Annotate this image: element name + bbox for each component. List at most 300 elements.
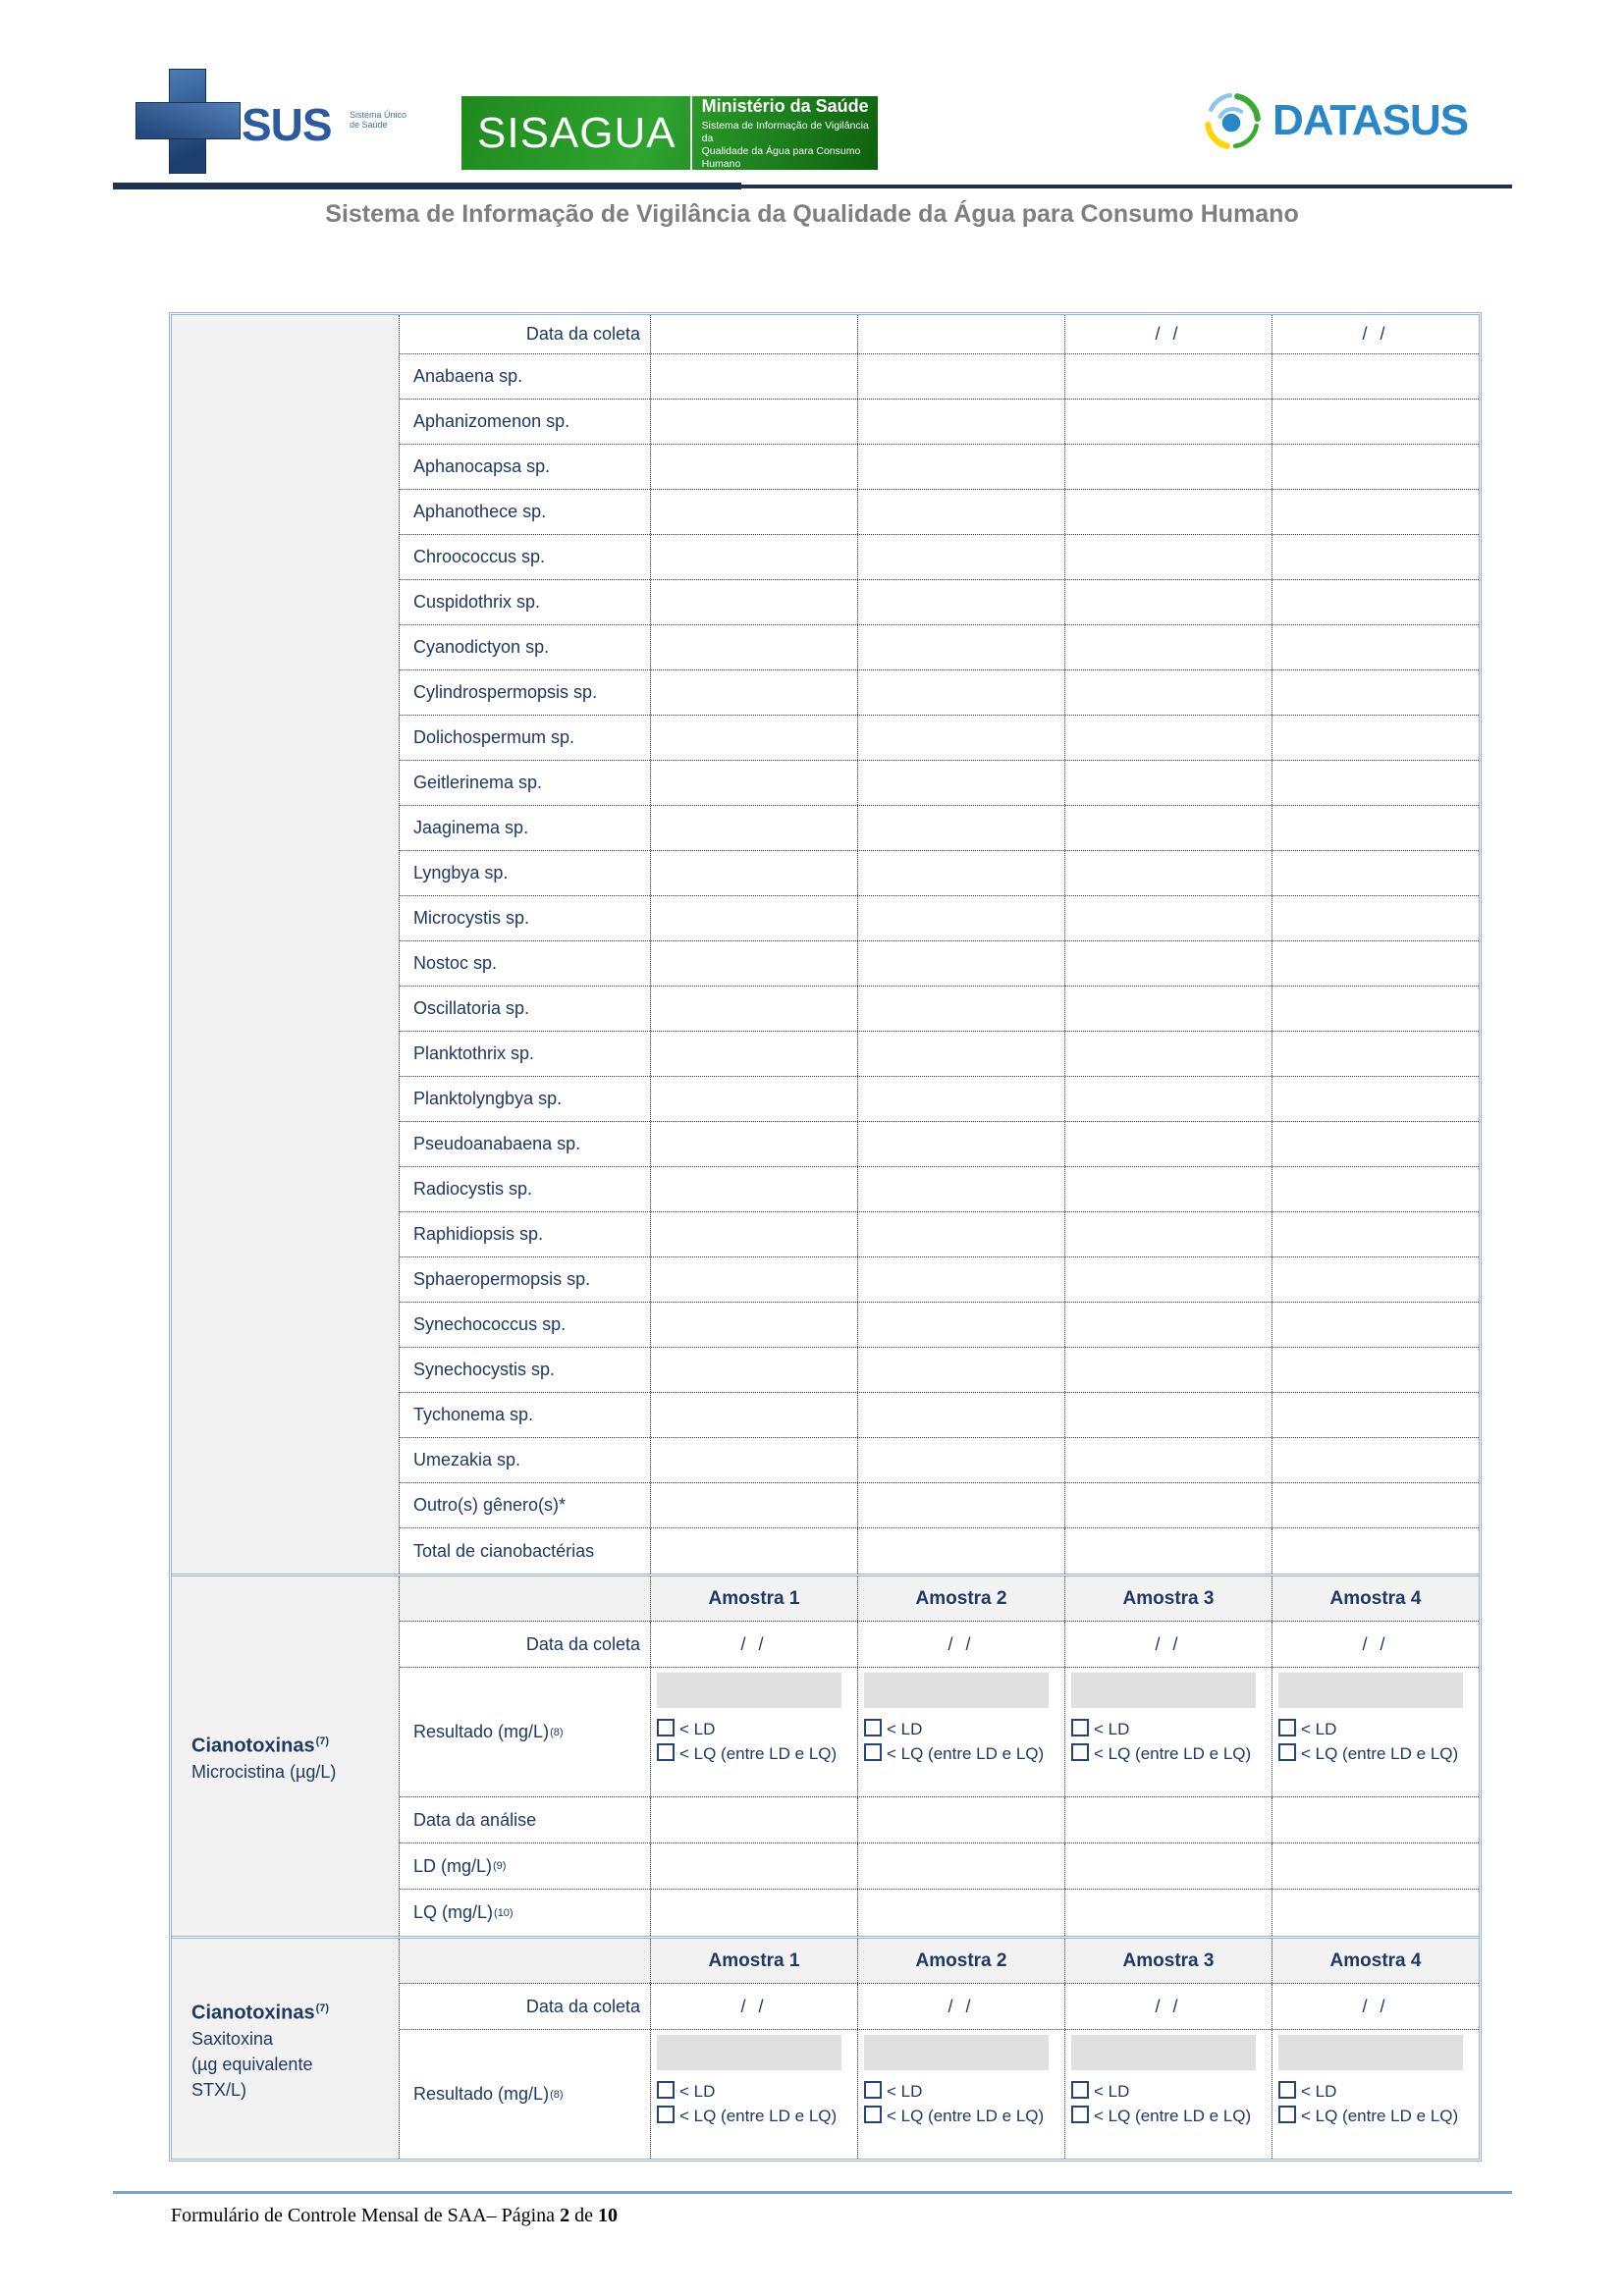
species-count-cell[interactable] [1064,1122,1272,1166]
species-count-cell[interactable] [857,670,1064,715]
species-count-cell[interactable] [1064,716,1272,760]
species-row [400,1167,1479,1212]
cyanobacteria-group-cell [172,315,400,1574]
species-count-cell[interactable] [650,1303,857,1347]
species-count-cell[interactable] [857,1257,1064,1302]
result-row [400,2030,1479,2159]
collection-date-value-cell[interactable]: / / [650,1984,857,2029]
species-count-cell[interactable] [1064,1303,1272,1347]
species-row [400,806,1479,851]
lt-lq-label: < LQ (entre LD e LQ) [1301,1744,1459,1763]
datasus-swirl-icon [1200,88,1265,153]
species-label: Radiocystis sp. [413,1179,533,1199]
cyanobacteria-rows [400,315,1479,1574]
species-label: Synechocystis sp. [413,1360,556,1379]
species-label: Jaaginema sp. [413,818,529,837]
sample-header-label: Amostra 3 [1064,1939,1272,1983]
species-count-cell[interactable] [1064,354,1272,399]
footer-page-info: Formulário de Controle Mensal de SAA– Página 2 de 10 [171,2205,618,2226]
species-count-cell[interactable] [857,1348,1064,1392]
species-count-cell[interactable] [1272,625,1479,669]
lt-ld-checkbox[interactable] [1278,1719,1296,1736]
species-count-cell[interactable] [857,1303,1064,1347]
value-cell[interactable] [1064,1797,1272,1842]
species-count-cell[interactable] [857,490,1064,534]
lt-ld-label: < LD [679,2082,716,2101]
species-count-cell[interactable] [1064,806,1272,850]
sisagua-banner-right [690,92,878,175]
microcistina-group-cell [172,1576,400,1936]
ld-row [400,1843,1479,1890]
species-label: Cylindrospermopsis sp. [413,682,598,702]
lt-lq-checkbox[interactable] [1071,2106,1089,2123]
species-count-cell[interactable] [1064,625,1272,669]
species-count-cell[interactable] [1272,670,1479,715]
species-row [400,1303,1479,1348]
species-count-cell[interactable] [1064,445,1272,489]
species-count-cell[interactable] [650,761,857,805]
species-count-cell[interactable] [1064,941,1272,986]
result-value-input[interactable] [1071,1673,1256,1708]
species-count-cell[interactable] [650,1032,857,1076]
lt-lq-label: < LQ (entre LD e LQ) [679,2107,838,2125]
species-label: Tychonema sp. [413,1405,534,1424]
species-count-cell[interactable] [1272,1393,1479,1437]
species-count-cell[interactable] [650,1167,857,1211]
species-count-cell[interactable] [650,1483,857,1527]
species-label: Aphanizomenon sp. [413,411,570,431]
species-count-cell[interactable] [650,625,857,669]
result-value-input[interactable] [864,1673,1049,1708]
species-count-cell[interactable] [857,1032,1064,1076]
species-count-cell[interactable] [650,1212,857,1256]
result-cell [1064,2030,1272,2159]
section-saxitoxina [172,1936,1479,2159]
lt-lq-option [1278,1743,1465,1765]
value-cell[interactable] [1272,1843,1479,1889]
collection-date-value-cell[interactable]: / / [1272,1984,1479,2029]
result-cell [857,2030,1064,2159]
sample-header-label: Amostra 1 [650,1576,857,1621]
species-count-cell[interactable] [1272,354,1479,399]
species-row [400,1032,1479,1077]
lt-ld-option [864,1719,1051,1740]
species-label: Geitlerinema sp. [413,773,543,792]
form-table [169,312,1482,2162]
species-count-cell[interactable] [1064,896,1272,940]
sample-header-label: Amostra 4 [1272,1939,1479,1983]
species-count-cell[interactable] [1064,1438,1272,1482]
result-value-input[interactable] [1071,2035,1256,2070]
collection-date-value-cell[interactable]: / / [1272,1622,1479,1667]
species-label: Outro(s) gênero(s)* [413,1495,567,1515]
species-count-cell[interactable] [1272,490,1479,534]
value-cell[interactable] [1272,1797,1479,1842]
result-cell [857,1668,1064,1796]
analysis-date-row [400,1797,1479,1843]
lt-ld-checkbox[interactable] [1071,1719,1089,1736]
species-label: Synechococcus sp. [413,1314,567,1334]
species-count-cell[interactable] [857,716,1064,760]
species-count-cell[interactable] [857,987,1064,1031]
species-label: Total de cianobactérias [413,1540,595,1561]
species-count-cell[interactable] [1272,445,1479,489]
species-count-cell[interactable] [857,445,1064,489]
species-label: Lyngbya sp. [413,863,509,882]
species-count-cell[interactable] [857,896,1064,940]
species-count-cell[interactable] [1064,1483,1272,1527]
lt-lq-option [657,1743,843,1765]
species-count-cell[interactable] [650,1438,857,1482]
species-count-cell[interactable] [650,445,857,489]
lt-lq-label: < LQ (entre LD e LQ) [679,1744,838,1763]
species-row [400,1077,1479,1122]
lt-lq-option [1071,2106,1258,2127]
species-count-cell[interactable] [650,1077,857,1121]
lt-lq-label: < LQ (entre LD e LQ) [1094,2107,1252,2125]
species-count-cell[interactable] [857,1122,1064,1166]
result-value-input[interactable] [864,2035,1049,2070]
species-count-cell[interactable] [650,851,857,895]
species-count-cell[interactable] [650,716,857,760]
lt-ld-checkbox[interactable] [657,2081,675,2099]
saxitoxina-group-subtitle-1: Saxitoxina [191,2029,274,2050]
species-count-cell[interactable] [1064,1212,1272,1256]
species-count-cell[interactable] [1272,1122,1479,1166]
species-count-cell[interactable] [1064,1348,1272,1392]
species-count-cell[interactable] [1272,896,1479,940]
collection-date-value-cell[interactable]: / / [857,1984,1064,2029]
species-row [400,987,1479,1032]
species-count-cell[interactable] [650,670,857,715]
species-label: Microcystis sp. [413,908,530,928]
species-label: Oscillatoria sp. [413,998,530,1018]
lt-lq-option [864,2106,1051,2127]
species-row [400,1528,1479,1574]
species-label: Planktolyngbya sp. [413,1089,563,1108]
microcistina-group-title: Cianotoxinas$^{(7)}$ [191,1735,330,1757]
lt-ld-checkbox[interactable] [1278,2081,1296,2099]
species-count-cell[interactable] [1272,580,1479,624]
species-count-cell[interactable] [1272,1483,1479,1527]
species-label: Umezakia sp. [413,1450,521,1469]
lt-lq-checkbox[interactable] [657,1743,675,1761]
datasus-logo-text: DATASUS [1272,96,1469,144]
lt-ld-checkbox[interactable] [1071,2081,1089,2099]
lt-ld-label: < LD [679,1720,716,1738]
header [0,0,1624,182]
species-count-cell[interactable] [650,354,857,399]
species-count-cell[interactable] [857,1077,1064,1121]
species-count-cell[interactable] [1272,987,1479,1031]
species-row [400,1348,1479,1393]
species-count-cell[interactable] [650,1257,857,1302]
species-count-cell[interactable] [857,1167,1064,1211]
value-cell[interactable] [650,1797,857,1842]
species-count-cell[interactable] [857,400,1064,444]
lt-ld-label: < LD [1094,1720,1130,1738]
species-count-cell[interactable] [857,761,1064,805]
species-count-cell[interactable] [1272,400,1479,444]
species-count-cell[interactable] [1064,1257,1272,1302]
species-count-cell[interactable] [1272,761,1479,805]
species-count-cell[interactable] [650,806,857,850]
species-count-cell[interactable] [1272,1348,1479,1392]
result-cell [1272,1668,1479,1796]
lt-lq-label: < LQ (entre LD e LQ) [1094,1744,1252,1763]
result-value-input[interactable] [1278,1673,1463,1708]
result-row [400,1668,1479,1797]
species-label: Sphaeropermopsis sp. [413,1269,591,1289]
species-row [400,941,1479,987]
species-count-cell[interactable] [1064,987,1272,1031]
lt-ld-checkbox[interactable] [864,1719,882,1736]
lt-ld-label: < LD [887,1720,923,1738]
species-count-cell[interactable] [1272,1032,1479,1076]
collection-date-value-cell[interactable] [857,315,1064,353]
species-count-cell[interactable] [857,625,1064,669]
species-count-cell[interactable] [650,896,857,940]
species-count-cell[interactable] [1272,1077,1479,1121]
result-value-input[interactable] [657,1673,841,1708]
lt-ld-label: < LD [1301,2082,1337,2101]
lt-lq-checkbox[interactable] [1278,1743,1296,1761]
species-row [400,1212,1479,1257]
collection-date-value-cell[interactable]: / / [1272,315,1479,353]
collection-date-row [400,315,1479,354]
species-count-cell[interactable] [650,400,857,444]
footer-page-total: 10 [597,2205,618,2226]
footer-divider-line [113,2191,1512,2194]
sus-logo-text: SUS [242,99,332,150]
result-cell [1272,2030,1479,2159]
species-count-cell[interactable] [857,580,1064,624]
collection-date-value-cell[interactable]: / / [650,1622,857,1667]
species-label: Dolichospermum sp. [413,727,575,747]
collection-date-value-cell[interactable] [650,315,857,353]
species-count-cell[interactable] [1064,490,1272,534]
collection-date-label: Data da coleta [525,324,640,344]
sample-header-row [400,1939,1479,1984]
saxitoxina-rows [400,1939,1479,2159]
species-count-cell[interactable] [650,580,857,624]
species-count-cell[interactable] [1064,851,1272,895]
sus-logo-subtext: Sistema Único de Saúde [350,110,407,130]
collection-date-label: Data da coleta [525,1996,640,2016]
lq-label: LQ (mg/L) (10) [413,1902,514,1922]
species-count-cell[interactable] [857,535,1064,579]
value-cell[interactable] [1272,1890,1479,1936]
species-label: Nostoc sp. [413,953,498,973]
sample-header-label: Amostra 4 [1272,1576,1479,1621]
lt-ld-option [1071,2081,1258,2103]
species-count-cell[interactable] [650,490,857,534]
result-value-input[interactable] [657,2035,841,2070]
species-row [400,896,1479,941]
collection-date-row [400,1984,1479,2030]
datasus-logo [1200,77,1514,165]
species-count-cell[interactable] [1272,1257,1479,1302]
result-cell [650,2030,857,2159]
species-count-cell[interactable] [650,1528,857,1574]
collection-date-value-cell[interactable]: / / [1064,1984,1272,2029]
species-label: Planktothrix sp. [413,1043,535,1063]
footer-page-number: 2 [560,2205,570,2226]
lt-ld-label: < LD [1301,1720,1337,1738]
result-value-input[interactable] [1278,2035,1463,2070]
species-count-cell[interactable] [1272,806,1479,850]
sample-header-empty-cell [400,1576,650,1621]
ld-label: LD (mg/L) (9) [413,1855,507,1876]
collection-date-value-cell[interactable]: / / [1064,315,1272,353]
sample-header-row [400,1576,1479,1622]
species-count-cell[interactable] [1064,580,1272,624]
collection-date-value-cell[interactable]: / / [1064,1622,1272,1667]
species-count-cell[interactable] [857,1393,1064,1437]
lt-lq-label: < LQ (entre LD e LQ) [1301,2107,1459,2125]
species-row [400,445,1479,490]
species-row [400,1122,1479,1167]
lq-row [400,1890,1479,1936]
species-count-cell[interactable] [1272,1167,1479,1211]
species-label: Chroococcus sp. [413,547,546,566]
species-row [400,490,1479,535]
species-row [400,851,1479,896]
sus-logo [135,69,430,172]
page-title: Sistema de Informação de Vigilância da Qualidade da Água para Consumo Humano [325,200,1299,228]
saxitoxina-group-title: Cianotoxinas$^{(7)}$ [191,2002,330,2024]
lt-lq-checkbox[interactable] [657,2106,675,2123]
species-count-cell[interactable] [1064,400,1272,444]
analysis-date-label: Data da análise [413,1809,537,1830]
lt-lq-option [1278,2106,1465,2127]
species-count-cell[interactable] [1272,941,1479,986]
collection-date-label: Data da coleta [525,1633,640,1654]
value-cell[interactable] [857,1843,1064,1889]
section-microcistina [172,1574,1479,1936]
result-label: Resultado (mg/L) (8) [413,2084,564,2104]
sample-header-label: Amostra 1 [650,1939,857,1983]
species-count-cell[interactable] [1272,1303,1479,1347]
species-count-cell[interactable] [1064,761,1272,805]
species-count-cell[interactable] [1064,670,1272,715]
species-count-cell[interactable] [857,1438,1064,1482]
species-row [400,400,1479,445]
species-count-cell[interactable] [1272,851,1479,895]
lt-ld-label: < LD [1094,2082,1130,2101]
species-count-cell[interactable] [1064,1528,1272,1574]
value-cell[interactable] [857,1797,1064,1842]
species-label: Raphidiopsis sp. [413,1224,544,1244]
sisagua-banner [461,96,878,170]
species-count-cell[interactable] [857,1483,1064,1527]
species-count-cell[interactable] [1272,535,1479,579]
lt-ld-label: < LD [887,2082,923,2101]
species-count-cell[interactable] [1064,1032,1272,1076]
species-row [400,1393,1479,1438]
species-row [400,580,1479,625]
lt-ld-option [657,2081,843,2103]
species-count-cell[interactable] [1064,1077,1272,1121]
species-count-cell[interactable] [650,987,857,1031]
species-count-cell[interactable] [1272,716,1479,760]
sus-cross-icon [135,69,239,172]
lt-ld-option [864,2081,1051,2103]
lt-ld-option [1278,1719,1465,1740]
species-label: Aphanothece sp. [413,502,547,521]
species-label: Aphanocapsa sp. [413,456,551,476]
saxitoxina-group-subtitle-3: STX/L) [191,2080,247,2101]
microcistina-group-subtitle: Microcistina (µg/L) [191,1762,337,1783]
lt-ld-option [1278,2081,1465,2103]
species-row [400,1257,1479,1303]
species-count-cell[interactable] [1272,1438,1479,1482]
lt-lq-label: < LQ (entre LD e LQ) [887,2107,1045,2125]
lt-lq-option [864,1743,1051,1765]
saxitoxina-group-subtitle-2: (µg equivalente [191,2055,313,2075]
value-cell[interactable] [650,1843,857,1889]
sample-header-label: Amostra 2 [857,1576,1064,1621]
species-count-cell[interactable] [650,1122,857,1166]
header-divider-line-left [113,183,741,189]
value-cell[interactable] [857,1890,1064,1936]
value-cell[interactable] [650,1890,857,1936]
species-count-cell[interactable] [1064,1393,1272,1437]
species-row [400,716,1479,761]
collection-date-row [400,1622,1479,1668]
result-cell [650,1668,857,1796]
species-count-cell[interactable] [857,1212,1064,1256]
species-count-cell[interactable] [1064,1167,1272,1211]
lt-lq-checkbox[interactable] [1278,2106,1296,2123]
lt-lq-checkbox[interactable] [1071,1743,1089,1761]
species-count-cell[interactable] [857,1528,1064,1574]
species-count-cell[interactable] [1064,535,1272,579]
species-count-cell[interactable] [650,1393,857,1437]
lt-ld-checkbox[interactable] [657,1719,675,1736]
species-count-cell[interactable] [1272,1528,1479,1574]
lt-lq-checkbox[interactable] [864,2106,882,2123]
species-count-cell[interactable] [857,806,1064,850]
lt-ld-checkbox[interactable] [864,2081,882,2099]
species-count-cell[interactable] [650,1348,857,1392]
sample-header-label: Amostra 3 [1064,1576,1272,1621]
sisagua-subtitle-line1: Sistema de Informação de Vigilância da [701,119,869,144]
species-row [400,1483,1479,1528]
lt-lq-option [1071,1743,1258,1765]
species-count-cell[interactable] [1272,1212,1479,1256]
result-label: Resultado (mg/L) (8) [413,1722,564,1741]
microcistina-rows [400,1576,1479,1936]
species-row [400,625,1479,670]
collection-date-value-cell[interactable]: / / [857,1622,1064,1667]
value-cell[interactable] [1064,1890,1272,1936]
saxitoxina-group-cell [172,1939,400,2159]
result-cell [1064,1668,1272,1796]
value-cell[interactable] [1064,1843,1272,1889]
lt-lq-checkbox[interactable] [864,1743,882,1761]
species-label: Anabaena sp. [413,366,523,386]
species-row [400,670,1479,716]
species-count-cell[interactable] [857,851,1064,895]
sample-header-empty-cell [400,1939,650,1983]
species-count-cell[interactable] [857,941,1064,986]
species-row [400,1438,1479,1483]
species-count-cell[interactable] [650,535,857,579]
species-count-cell[interactable] [857,354,1064,399]
species-count-cell[interactable] [650,941,857,986]
species-row [400,535,1479,580]
